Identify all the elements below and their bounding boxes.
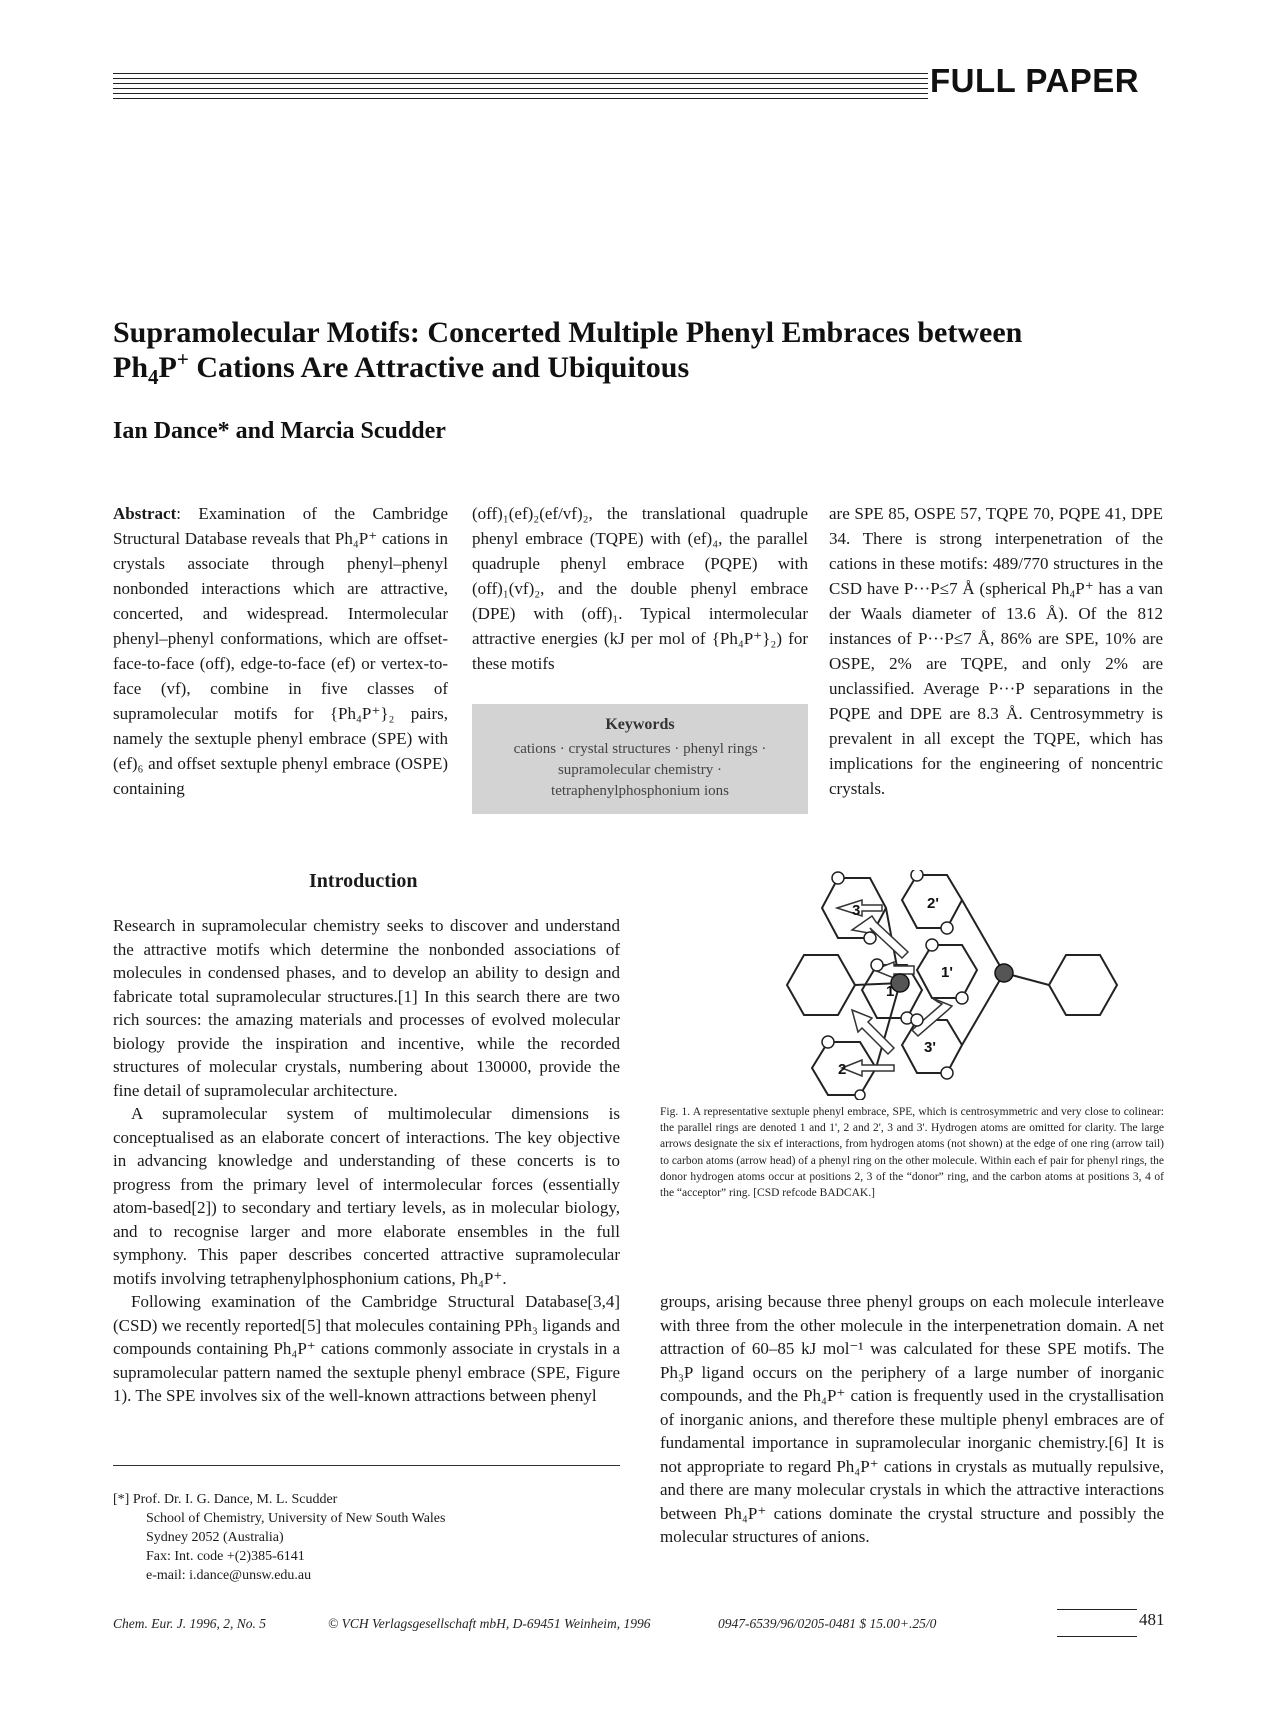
footnote-line-4: Fax: Int. code +(2)385-6141 [146,1549,305,1564]
title-line-1: Supramolecular Motifs: Concerted Multiple Phenyl Embraces between [113,316,1023,349]
footnote [113,1490,620,1585]
interaction-arrow [852,1010,894,1054]
figure-1-caption: Fig. 1. A representative sextuple phenyl embrace, SPE, which is centrosymmetric and very close to colinear: the parallel rings are denoted 1 and 1', 2 and 2', 3 and 3'. Hydrogen atoms are omitted for clarity. The large arrows designate the six ef interactions, from hydrogen atoms (not shown) at the edge of one ring (arrow tail) to carbon atoms (arrow head) of a phenyl ring on the other molecule. Within each ef pair for phenyl rings, the donor hydrogen atoms occur at positions 2, 3 of the “donor” ring, and the carbon atoms at positions 3, 4 of the “acceptor” ring. [CSD refcode BADCAK.] [660,1106,1164,1200]
footnote-marker: [*] [113,1492,130,1507]
page-rule-top [1057,1609,1137,1610]
carbon-atom [822,1036,834,1048]
footnote-line-2: School of Chemistry, University of New South Wales [146,1511,446,1526]
abstract-column-2: (off)₁(ef)₂(ef/vf)₂, the translational quadruple phenyl embrace (TQPE) with (ef)₄, the parallel quadruple phenyl embrace (PQPE) with (off)₁(vf)₂, and the double phenyl embrace (DPE) with (off)₁. Typical intermolecular attractive energies (kJ per mol of {Ph₄P⁺}₂) for these motifs [472,504,808,673]
intro-paragraph-1: Research in supramolecular chemistry seeks to discover and understand the attractive motifs which determine the nonbonded associations of molecules in condensed phases, and to develop an ability to design and fabricate total supramolecular structures.[1] In this search there are two rich sources: the amazing materials and processes of evolved molecular biology provide the inspiration and incentive, while the recorded structures of molecular crystals, numbering about 130000, provide the fine detail of supramolecular architecture. [113,916,620,1100]
carbon-atom [941,922,953,934]
intro-paragraph-3: Following examination of the Cambridge Structural Database[3,4] (CSD) we recently reported[5] that molecules containing PPh₃ ligands and compounds containing Ph₄P⁺ cations commonly associate in crystals in a supramolecular pattern named the sextuple phenyl embrace (SPE, Figure 1). The SPE involves six of the well-known attractions between phenyl [113,1292,620,1405]
ring-label-3-prime: 3' [924,1039,936,1056]
ring-label-1-prime: 1' [941,964,953,981]
carbon-atom [871,959,883,971]
footer-code: 0947-6539/96/0205-0481 $ 15.00+.25/0 [718,1616,937,1631]
footnote-rule [113,1465,620,1466]
abstract-column-1 [113,501,448,801]
page-rule-bottom [1057,1636,1137,1637]
authors: Ian Dance* and Marcia Scudder [113,418,446,444]
ring-label-2: 2 [838,1061,847,1078]
phenyl-ring-right [1049,955,1117,1015]
abstract-label: Abstract [113,504,177,523]
figure-1-molecule [752,870,1152,1100]
title-line-2: $Ph_4P^+$ Cations Are Attractive and Ubiquitous [113,347,690,389]
phenyl-ring-left [787,955,855,1015]
keywords-title: Keywords [605,716,675,733]
abstract-column-3: are SPE 85, OSPE 57, TQPE 70, PQPE 41, DPE 34. There is strong interpenetration of the cations in these motifs: 489/770 structures in the CSD have P···P≤7 Å (spherical Ph₄P⁺ has a van der Waals diameter of 13.6 Å). Of the 812 instances of P···P≤7 Å, 86% are SPE, 10% are OSPE, 2% are TQPE, and only 2% are unclassified. Average P···P separations in the PQPE and DPE are 8.3 Å. Centrosymmetry is prevalent in all except the TQPE, which has implications for the engineering of noncentric crystals. [829,504,1163,798]
footer-publisher: © VCH Verlagsgesellschaft mbH, D-69451 Weinheim, 1996 [328,1616,651,1631]
carbon-atom [911,1014,923,1026]
keywords-text: cations · crystal structures · phenyl rings · supramolecular chemistry · tetraphenylphosphonium ions [513,741,767,799]
carbon-atom [956,992,968,1004]
section-label: FULL PAPER [930,62,1140,99]
footnote-line-1: [*] Prof. Dr. I. G. Dance, M. L. Scudder [113,1492,338,1507]
page-footer [113,1610,1164,1634]
phosphorus-atom [995,964,1013,982]
article-title [113,315,1113,389]
footer-journal: Chem. Eur. J. 1996, 2, No. 5 [113,1616,266,1631]
carbon-atom [941,1067,953,1079]
ring-label-1: 1 [886,983,895,1000]
header-rules [113,73,928,99]
ring-label-2-prime: 2' [927,895,939,912]
footnote-line-3: Sydney 2052 (Australia) [146,1530,284,1545]
right-body-column: groups, arising because three phenyl groups on each molecule interleave with three from the other molecule in the interpenetration domain. A net attraction of 60–85 kJ mol⁻¹ was calculated for these SPE motifs. The Ph₃P ligand occurs on the periphery of a large number of inorganic compounds, and the Ph₄P⁺ cation is frequently used in the crystallisation of inorganic anions, and therefore these multiple phenyl embraces are of fundamental importance in supramolecular inorganic chemistry.[6] It is not appropriate to regard Ph₄P⁺ cations in crystals as mutually repulsive, and there are many molecular crystals in which the attractive interactions between Ph₄P⁺ cations dominate the crystal structure and possibly the molecular structures of anions. [660,1292,1164,1546]
carbon-atom [864,932,876,944]
title-line-2-text: Cations Are Attractive and Ubiquitous [188,351,690,384]
introduction-column [113,914,620,1408]
carbon-atom [832,872,844,884]
carbon-atom [855,1090,865,1100]
interaction-arrow [842,1060,894,1076]
introduction-heading: Introduction [309,870,418,892]
carbon-atom [911,870,923,881]
page-number: 481 [1139,1610,1165,1629]
intro-paragraph-2: A supramolecular system of multimolecular dimensions is conceptualised as an elaborate concert of interactions. The key objective in advancing knowledge and understanding of these concerts is to progress from the primary level of intermolecular forces (essentially atom-based[2]) to secondary and tertiary levels, as in molecular biology, and to recognise larger and more elaborate ensembles in the full symphony. This paper describes concerted attractive supramolecular motifs involving tetraphenylphosphonium cations, Ph₄P⁺. [113,1104,620,1288]
carbon-atom [926,939,938,951]
keywords-box [472,704,808,814]
footnote-line-5: e-mail: i.dance@unsw.edu.au [146,1568,312,1583]
ring-label-3: 3 [852,902,861,919]
abstract-text-1: : Examination of the Cambridge Structural Database reveals that Ph₄P⁺ cations in crystals associate through phenyl–phenyl nonbonded interactions which are attractive, concerted, and widespread. Intermolecular phenyl–phenyl conformations, which are offset-face-to-face (off), edge-to-face (ef) or vertex-to-face (vf), combine in five classes of supramolecular motifs for {Ph₄P⁺}₂ pairs, namely the sextuple phenyl embrace (SPE) with (ef)₆ and offset sextuple phenyl embrace (OSPE) containing [113,504,448,798]
